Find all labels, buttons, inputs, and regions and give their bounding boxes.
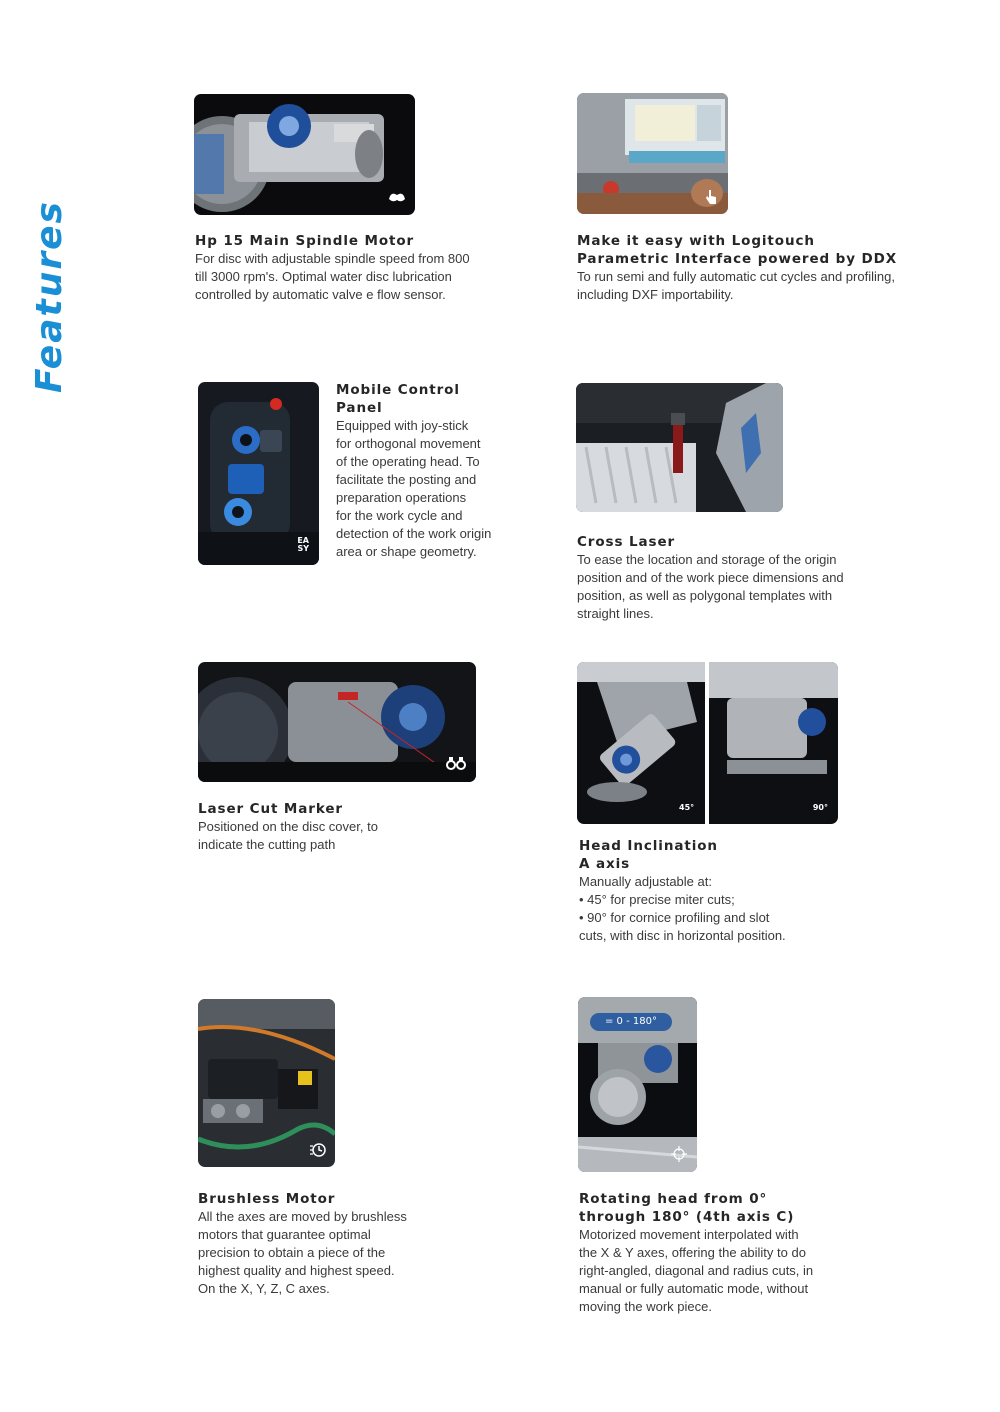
feature-rotating-head (579, 1190, 899, 1316)
logitouch-interface-image (577, 93, 728, 214)
page-side-title: Features (29, 200, 70, 393)
feature-brushless-motor (198, 1190, 498, 1298)
feature-description: To run semi and fully automatic cut cycles and profiling, including DXF importability. (577, 269, 895, 302)
feature-description: To ease the location and storage of the origin position and of the work piece dimensions and position, as well as polygonal templates with straight lines. (577, 552, 844, 621)
feature-description: All the axes are moved by brushless motors that guarantee optimal precision to obtain a piece of the highest quality and highest speed. On the X, Y, Z, C axes. (198, 1209, 407, 1296)
feature-description: Manually adjustable at: • 45° for precise miter cuts; • 90° for cornice profiling and slot cuts, with disc in horizontal position. (579, 874, 786, 943)
feature-title: Hp 15 Main Spindle Motor (195, 233, 415, 249)
muscle-icon (387, 189, 407, 205)
brushless-motor-image (198, 999, 335, 1167)
feature-title: Brushless Motor (198, 1191, 336, 1207)
feature-title: Rotating head from 0° through 180° (4th axis C) (579, 1191, 795, 1225)
feature-title: Laser Cut Marker (198, 801, 343, 817)
binoculars-icon (446, 756, 466, 770)
feature-laser-cut-marker (198, 800, 498, 854)
feature-mobile-control-panel (336, 381, 536, 561)
feature-title: Mobile Control Panel (336, 382, 460, 416)
head-inclination-image (577, 662, 838, 824)
feature-description: For disc with adjustable spindle speed from 800 till 3000 rpm's. Optimal water disc lubrication controlled by automatic valve e flow sensor. (195, 251, 470, 302)
rotating-head-image (578, 997, 697, 1172)
feature-description: Positioned on the disc cover, to indicate the cutting path (198, 819, 378, 852)
rotation-range-badge: = 0 - 180° (590, 1013, 672, 1031)
feature-spindle-motor (195, 232, 515, 304)
feature-description: Motorized movement interpolated with the X & Y axes, offering the ability to do right-angled, diagonal and radius cuts, in manual or fully automatic mode, without moving the work piece. (579, 1227, 814, 1314)
feature-description: Equipped with joy-stick for orthogonal movement of the operating head. To facilitate the posting and preparation operations for the work cycle and detection of the work origin area or shape geometry. (336, 418, 492, 559)
touch-hand-icon (704, 188, 718, 206)
angle-label-45: 45° (679, 803, 695, 812)
angle-label-90: 90° (812, 803, 828, 812)
spindle-motor-image (194, 94, 415, 215)
feature-title: Head Inclination A axis (579, 838, 718, 872)
feature-title: Cross Laser (577, 534, 676, 550)
mobile-control-panel-image (198, 382, 319, 565)
clock-icon (309, 1141, 327, 1157)
easy-badge: EA SY (297, 536, 309, 553)
feature-logitouch (577, 232, 977, 304)
feature-head-inclination (579, 837, 879, 945)
laser-cut-marker-image (198, 662, 476, 782)
feature-cross-laser (577, 533, 897, 623)
feature-title: Make it easy with Logitouch Parametric Interface powered by DDX (577, 233, 898, 267)
crosshair-icon (671, 1146, 687, 1162)
cross-laser-image (576, 383, 783, 512)
